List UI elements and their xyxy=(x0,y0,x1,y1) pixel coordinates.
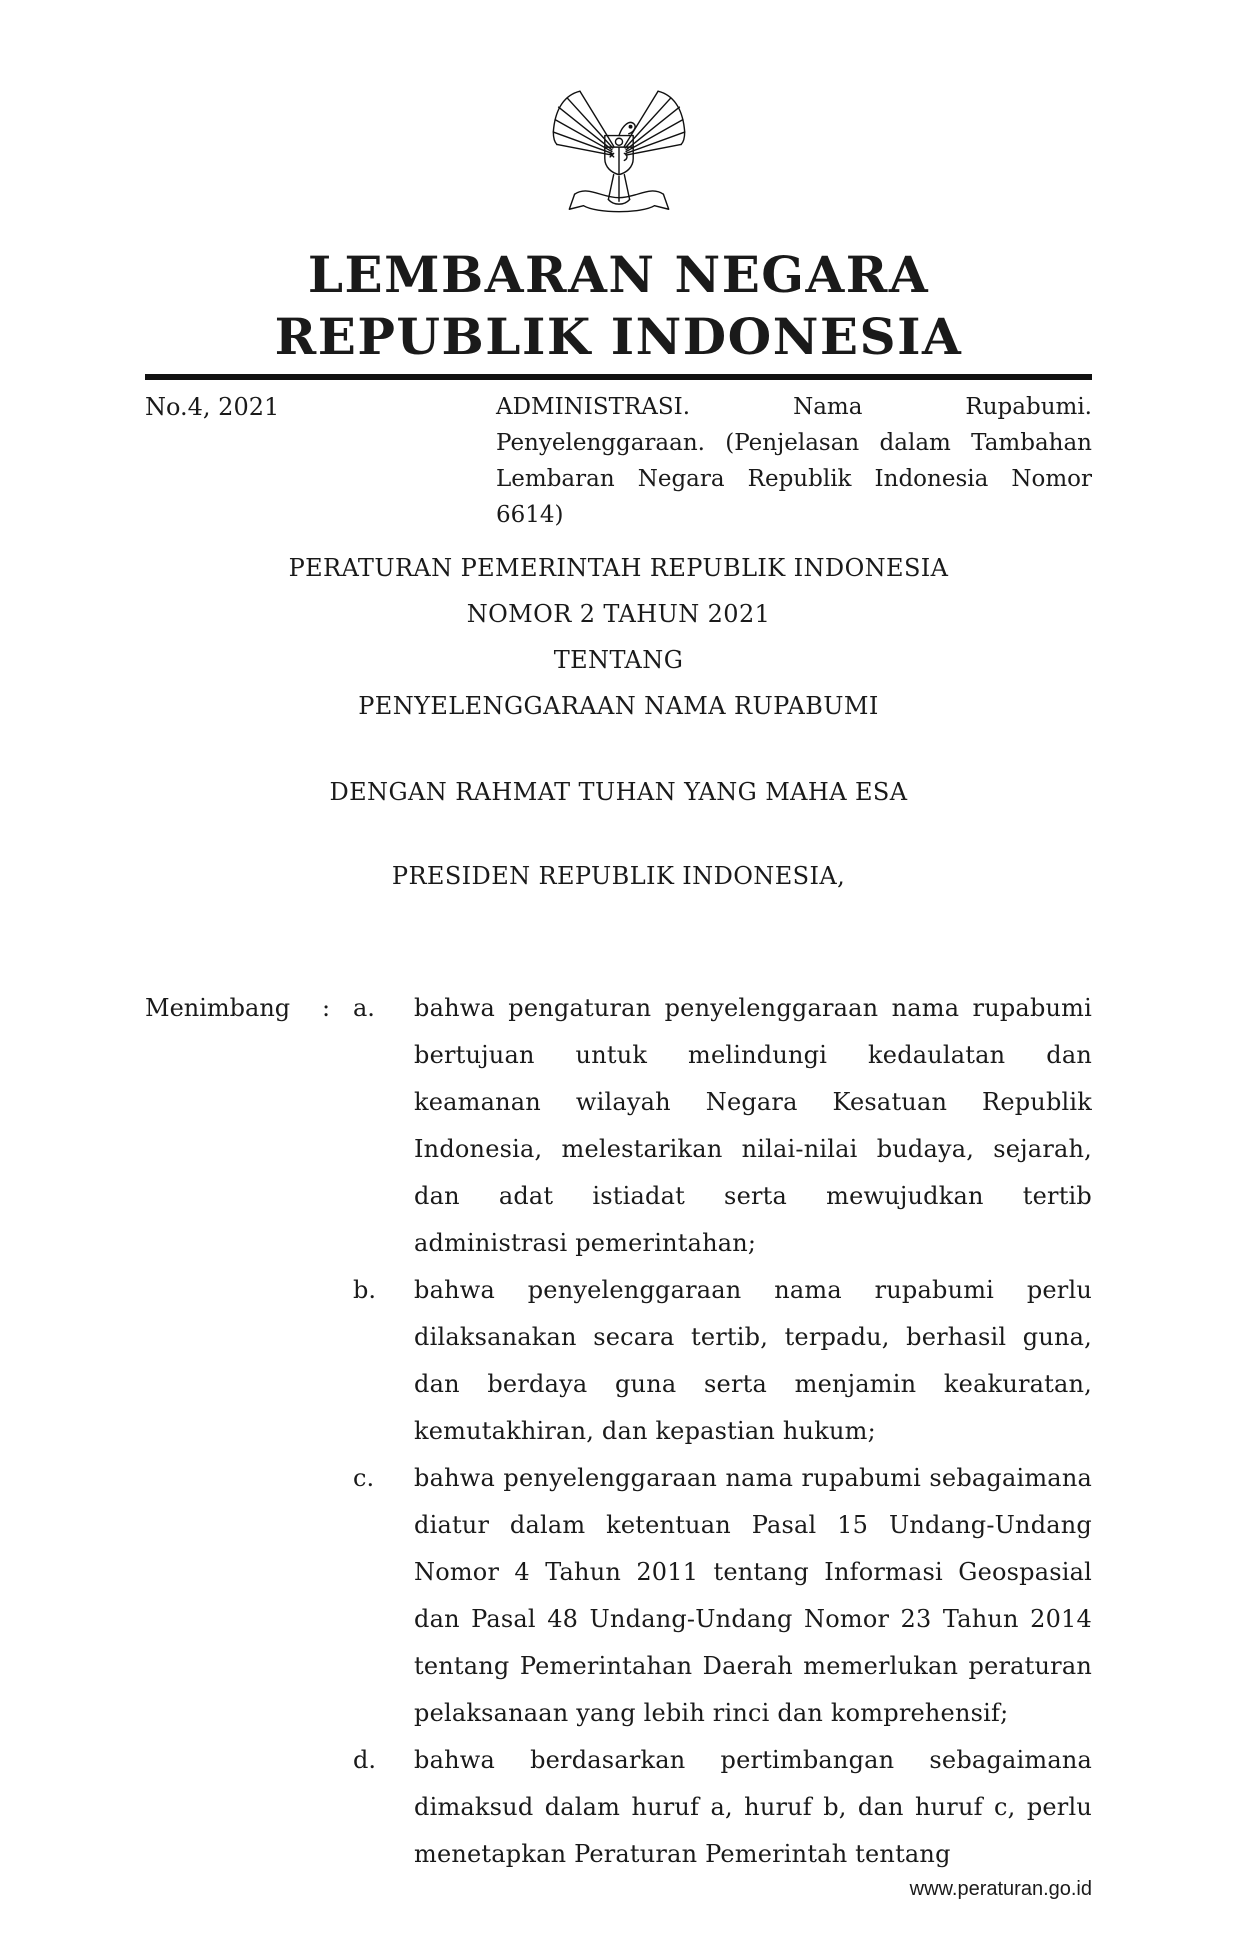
considering-item xyxy=(353,1737,1092,1878)
gazette-title-line2: REPUBLIK INDONESIA xyxy=(274,307,963,366)
invocation-line: DENGAN RAHMAT TUHAN YANG MAHA ESA xyxy=(329,778,908,806)
considering-items xyxy=(353,985,1092,1878)
regulation-heading-line4: PENYELENGGARAAN NAMA RUPABUMI xyxy=(358,692,879,720)
item-text: bahwa pengaturan penyelenggaraan nama rupabumi bertujuan untuk melindungi kedaulatan dan keamanan wilayah Negara Kesatuan Republik Indonesia, melestarikan nilai-nilai budaya, sejarah, dan adat istiadat serta mewujudkan tertib administrasi pemerintahan; xyxy=(414,994,1092,1257)
considering-item xyxy=(353,1267,1092,1455)
item-marker: c. xyxy=(353,1464,375,1492)
considering-item xyxy=(353,985,1092,1267)
emblem-container xyxy=(145,0,1092,236)
issue-number: No.4, 2021 xyxy=(145,393,280,421)
regulation-heading-line3: TENTANG xyxy=(553,646,684,674)
gazette-title-line1: LEMBARAN NEGARA xyxy=(307,245,930,304)
gazette-title xyxy=(145,244,1092,368)
considering-label: Menimbang xyxy=(145,994,291,1022)
regulation-heading-line2: NOMOR 2 TAHUN 2021 xyxy=(466,600,771,628)
considering-section xyxy=(145,985,1092,1878)
item-text: bahwa berdasarkan pertimbangan sebagaimana dimaksud dalam huruf a, huruf b, dan huruf c, perlu menetapkan Peraturan Pemerintah tentang xyxy=(414,1746,1092,1868)
considering-item xyxy=(353,1455,1092,1737)
regulation-heading-line1: PERATURAN PEMERINTAH REPUBLIK INDONESIA xyxy=(288,554,949,582)
watermark-url: www.peraturan.go.id xyxy=(909,1878,1092,1900)
item-text: bahwa penyelenggaraan nama rupabumi sebagaimana diatur dalam ketentuan Pasal 15 Undang-Undang Nomor 4 Tahun 2011 tentang Informasi Geospasial dan Pasal 48 Undang-Undang Nomor 23 Tahun 2014 tentang Pemerintahan Daerah memerlukan peraturan pelaksanaan yang lebih rinci dan komprehensif; xyxy=(414,1464,1092,1727)
item-marker: a. xyxy=(353,994,375,1022)
masthead-info-row xyxy=(145,389,1092,533)
garuda-pancasila-emblem-icon xyxy=(548,80,690,232)
item-marker: b. xyxy=(353,1276,376,1304)
issuer-line: PRESIDEN REPUBLIK INDONESIA, xyxy=(391,862,846,890)
item-marker: d. xyxy=(353,1746,376,1774)
item-text: bahwa penyelenggaraan nama rupabumi perlu dilaksanakan secara tertib, terpadu, berhasil guna, dan berdaya guna serta menjamin keakuratan, kemutakhiran, dan kepastian hukum; xyxy=(414,1276,1092,1445)
subject-note: ADMINISTRASI. Nama Rupabumi. Penyelenggaraan. (Penjelasan dalam Tambahan Lembaran Negara Republik Indonesia Nomor 6614) xyxy=(496,394,1092,528)
masthead-divider xyxy=(145,374,1092,380)
regulation-heading xyxy=(145,545,1092,729)
considering-separator: : xyxy=(322,994,331,1022)
